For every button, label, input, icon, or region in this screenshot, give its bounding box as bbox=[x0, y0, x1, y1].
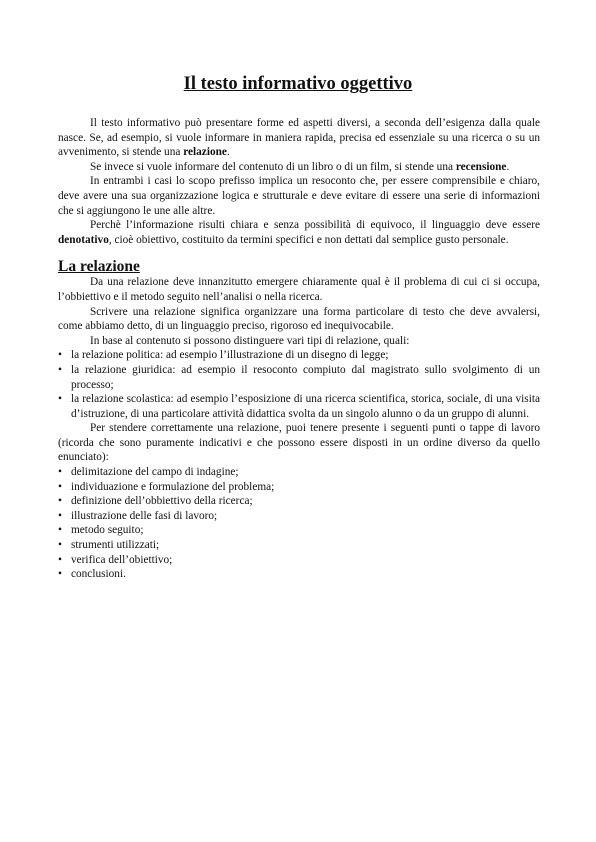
list-item: • verifica dell’obiettivo; bbox=[58, 553, 540, 568]
intro-paragraph-2 bbox=[58, 160, 540, 175]
document-title: Il testo informativo oggettivo bbox=[183, 74, 413, 94]
list-item: • la relazione politica: ad esempio l’illustrazione di un disegno di legge; bbox=[58, 348, 540, 363]
section-heading: La relazione bbox=[58, 258, 140, 276]
document-body bbox=[58, 116, 540, 582]
term-recensione: recensione bbox=[455, 160, 507, 173]
section-paragraph-3: In base al contenuto si possono distinguere vari tipi di relazione, quali: bbox=[90, 334, 410, 347]
intro-p2-text: Se invece si vuole informare del contenuto di un libro o di un film, si stende una bbox=[90, 160, 456, 173]
list-item: • illustrazione delle fasi di lavoro; bbox=[58, 509, 540, 524]
term-relazione: relazione bbox=[183, 146, 227, 159]
intro-paragraph-4 bbox=[58, 218, 540, 247]
list-item: • conclusioni. bbox=[58, 567, 540, 582]
intro-p4-end: , cioè obiettivo, costituito da termini specifici e non dettati dal semplice gusto personale. bbox=[108, 233, 509, 246]
section-paragraph-4: Per stendere correttamente una relazione, puoi tenere presente i seguenti punti o tappe di lavoro (ricorda che sono puramente indicativi e che possono essere disposti in un ordine diverso da quello enunciato): bbox=[58, 422, 540, 464]
intro-p2-end: . bbox=[506, 160, 510, 173]
list-item: • la relazione giuridica: ad esempio il resoconto compiuto dal magistrato sullo svolgimento di un processo; bbox=[58, 363, 540, 392]
list-item: • delimitazione del campo di indagine; bbox=[58, 465, 540, 480]
intro-p1-text: Il testo informativo può presentare forme ed aspetti diversi, a seconda dell’esigenza dalla quale nasce. Se, ad esempio, si vuole informare in maniera rapida, precisa ed essenziale su una ricerca o su un avvenimento, si stende una bbox=[58, 117, 540, 159]
intro-paragraph-3: In entrambi i casi lo scopo prefisso implica un resoconto che, per essere comprensibile e chiaro, deve avere una sua organizzazione logica e strutturale e deve evitare di essere una serie di informazioni che si aggiungono le une alle altre. bbox=[58, 175, 540, 217]
list-item: • definizione dell’obbiettivo della ricerca; bbox=[58, 494, 540, 509]
intro-p1-end: . bbox=[226, 146, 230, 159]
relation-types-list bbox=[58, 348, 540, 421]
intro-paragraph-1 bbox=[58, 116, 540, 160]
list-item: • metodo seguito; bbox=[58, 523, 540, 538]
list-item: • la relazione scolastica: ad esempio l’esposizione di una ricerca scientifica, storica, sociale, di una visita d’istruzione, di una particolare attività didattica svolta da un singolo alunno o da un gruppo di alunni. bbox=[58, 392, 540, 421]
section-paragraph-2: Scrivere una relazione significa organizzare una forma particolare di testo che deve avvalersi, come abbiamo detto, di un linguaggio preciso, rigoroso ed inequivocabile. bbox=[58, 305, 540, 333]
work-steps-list bbox=[58, 465, 540, 582]
list-item: • strumenti utilizzati; bbox=[58, 538, 540, 553]
section-paragraph-1: Da una relazione deve innanzitutto emergere chiaramente qual è il problema di cui ci si occupa, l’obbiettivo e il metodo seguito nell’analisi o nella ricerca. bbox=[58, 276, 540, 303]
term-denotativo: denotativo bbox=[58, 233, 109, 246]
list-item: • individuazione e formulazione del problema; bbox=[58, 480, 540, 495]
intro-p4-text: Perchè l’informazione risulti chiara e senza possibilità di equivoco, il linguaggio deve essere bbox=[90, 219, 540, 232]
